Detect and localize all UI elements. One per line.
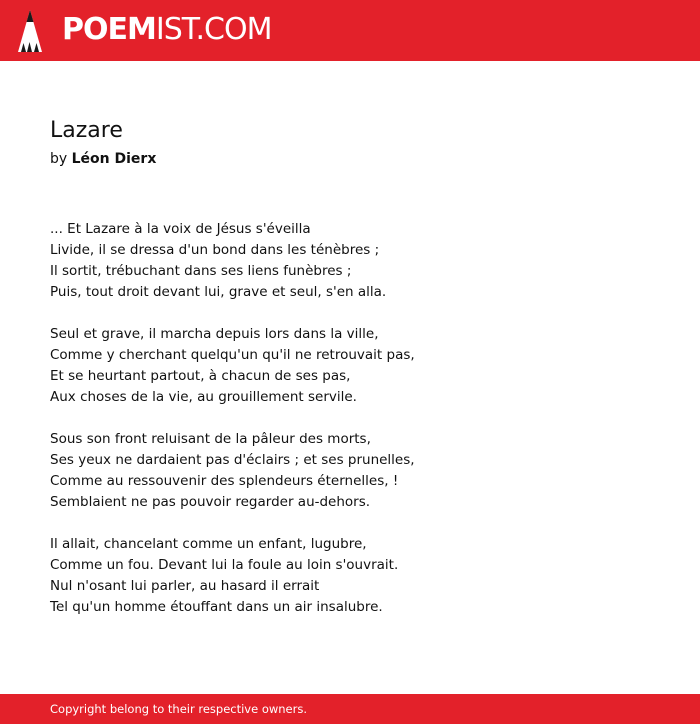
stanza [50,429,670,513]
poem-line: Tel qu'un homme étouffant dans un air insalubre. [50,599,383,615]
poem-line: Puis, tout droit devant lui, grave et seul, s'en alla. [50,284,387,300]
byline [50,150,156,168]
poem-line: ... Et Lazare à la voix de Jésus s'éveilla [50,221,311,237]
poem-line: Sous son front reluisant de la pâleur des morts, [50,431,371,447]
stanza [50,324,670,408]
poem-line: Nul n'osant lui parler, au hasard il errait [50,578,320,594]
poem-line: Comme un fou. Devant lui la foule au loin s'ouvrait. [50,557,399,573]
poem-line: Comme au ressouvenir des splendeurs éternelles, ! [50,473,399,489]
stanza [50,219,670,303]
poem-line: Comme y cherchant quelqu'un qu'il ne retrouvait pas, [50,347,415,363]
poem-line: Semblaient ne pas pouvoir regarder au-dehors. [50,494,371,510]
poem-body [50,219,670,639]
site-header [0,0,700,61]
logo-light-text: IST.COM [155,12,272,47]
logo-strong-text: POEM [62,12,156,47]
pencil-icon[interactable] [18,10,42,52]
author-name[interactable]: Léon Dierx [71,151,157,167]
poem-line: Seul et grave, il marcha depuis lors dans la ville, [50,326,379,342]
site-logo[interactable] [62,12,271,48]
poem-line: Ses yeux ne dardaient pas d'éclairs ; et ses prunelles, [50,452,415,468]
poem-line: Aux choses de la vie, au grouillement servile. [50,389,357,405]
poem-title: Lazare [50,118,123,143]
poem-line: Et se heurtant partout, à chacun de ses pas, [50,368,351,384]
poem-line: Il sortit, trébuchant dans ses liens funèbres ; [50,263,352,279]
site-footer [0,694,700,724]
by-label: by [50,151,68,167]
poem-line: Livide, il se dressa d'un bond dans les ténèbres ; [50,242,380,258]
stanza [50,534,670,618]
copyright-text: Copyright belong to their respective owners. [50,702,308,716]
poem-line: Il allait, chancelant comme un enfant, lugubre, [50,536,367,552]
